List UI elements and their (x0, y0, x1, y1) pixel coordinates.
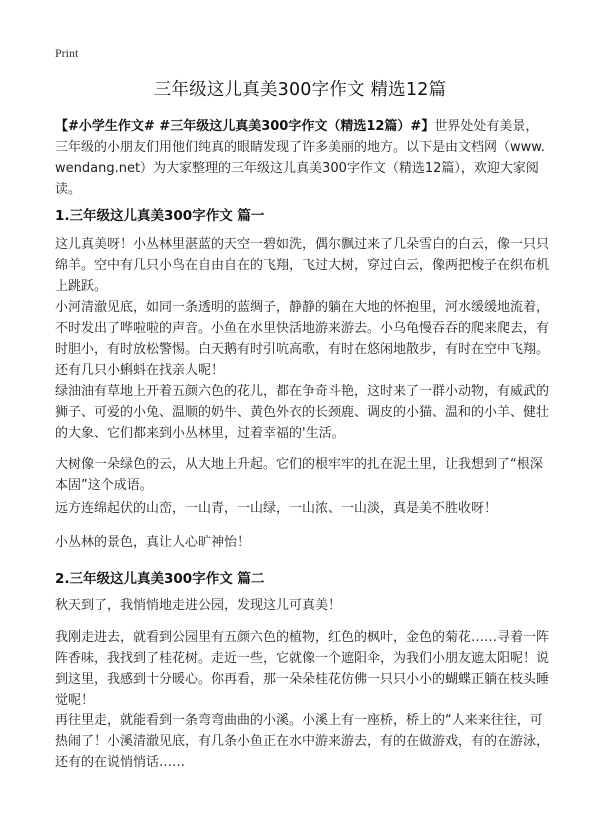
section1-paragraph-1: 这儿真美呀！小丛林里湛蓝的天空一碧如洗，偶尔飘过来了几朵雪白的白云，像一只只绵羊。空中有几只小鸟在自由自在的飞翔，飞过大树，穿过白云，像两把梭子在织布机上跳跃。 (55, 237, 550, 294)
section1-paragraph-3: 绿油油有草地上开着五颜六色的花儿，都在争奇斗艳，这时来了一群小动物，有威武的狮子、可爱的小兔、温顺的奶牛、黄色外衣的长颈鹿、调皮的小猫、温和的小羊、健壮的大象、它们都来到小丛林里，过着幸福的'生活。 (55, 384, 550, 441)
section1-paragraph-2: 小河清澈见底，如同一条透明的蓝绸子，静静的躺在大地的怀抱里，河水缓缓地流着，不时发出了哗啦啦的声音。小鱼在水里快活地游来游去。小乌龟慢吞吞的爬来爬去，有时胆小，有时放松警惕。白天鹅有时引吭高歌，有时在悠闲地散步，有时在空中飞翔。还有几只小蝌蚪在找亲人呢！ (55, 300, 550, 378)
intro-text: 世界处处有美景，三年级的小朋友们用他们纯真的眼睛发现了许多美丽的地方。以下是由文档网（www.wendang.net）为大家整理的三年级这儿真美300字作文（精选12篇），欢迎大家阅读。 (55, 119, 545, 197)
intro-tags: 【#小学生作文# #三年级这儿真美300字作文（精选12篇）#】 (55, 119, 435, 134)
page-title: 三年级这儿真美300字作文 精选12篇 (153, 80, 447, 100)
section1-paragraph-4: 大树像一朵绿色的云，从大地上升起。它们的根牢牢的扎在泥土里，让我想到了“根深本固”这个成语。 (55, 457, 543, 493)
section-heading-1: 1.三年级这儿真美300字作文 篇一 (55, 208, 265, 224)
section2-paragraph-1: 秋天到了，我悄悄地走进公园，发现这儿可真美！ (55, 598, 342, 613)
section-heading-2: 2.三年级这儿真美300字作文 篇二 (55, 571, 265, 587)
section2-paragraph-2: 我刚走进去，就看到公园里有五颜六色的植物，红色的枫叶，金色的菊花……寻着一阵阵香味，我找到了桂花树。走近一些，它就像一个遮阳伞，为我们小朋友遮太阳呢！说到这里，我感到十分暖心。你再看，那一朵朵桂花仿佛一只只小小的蝴蝶正躺在枝头睡觉呢！ (55, 630, 550, 708)
intro-paragraph (55, 116, 550, 200)
section1-paragraph-5: 远方连绵起伏的山峦，一山青，一山绿，一山浓、一山淡，真是美不胜收呀！ (55, 501, 498, 516)
section1-paragraph-6: 小丛林的景色，真让人心旷神怡！ (55, 535, 251, 550)
print-label: Print (55, 46, 79, 60)
section2-paragraph-3: 再往里走，就能看到一条弯弯曲曲的小溪。小溪上有一座桥，桥上的“人来来往往，可热闹了！小溪清澈见底，有几条小鱼正在水中游来游去，有的在做游戏，有的在游泳，还有的在说悄悄话…… (55, 713, 550, 770)
